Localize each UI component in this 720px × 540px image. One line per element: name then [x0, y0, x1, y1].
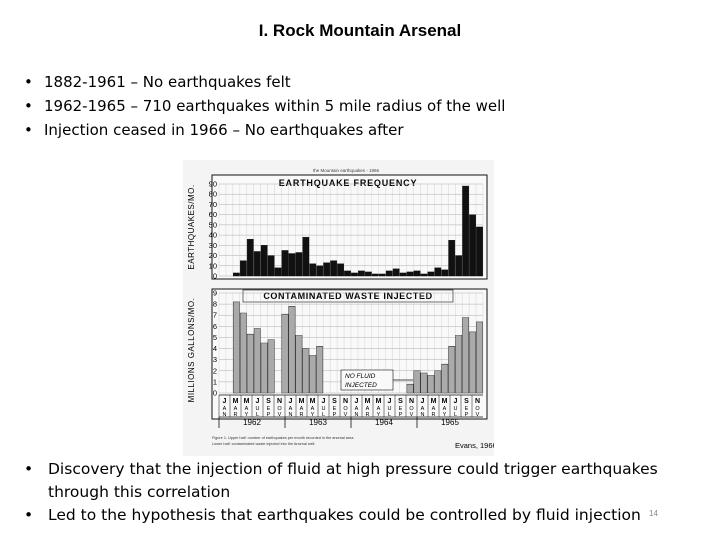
bar	[233, 302, 239, 393]
month-letter: A	[431, 406, 436, 412]
bar	[372, 274, 378, 276]
month-initial: S	[464, 398, 469, 405]
month-letter: Y	[310, 412, 315, 418]
y-tick-label: 40	[208, 230, 217, 240]
bar	[240, 261, 246, 276]
bar	[310, 355, 316, 393]
month-letter: A	[233, 406, 238, 412]
figure-caption-line2: Lower half: contaminated waste injected into the Arsenal well.	[212, 442, 316, 446]
bar	[303, 237, 309, 276]
bullet-item: • Injection ceased in 1966 – No earthquakes after	[24, 118, 505, 142]
y-tick-label: 1	[212, 377, 217, 387]
no-fluid-annotation-line1: NO FLUID	[345, 373, 376, 380]
bar	[456, 335, 462, 393]
month-letter: U	[453, 406, 458, 412]
month-initial: N	[408, 398, 415, 405]
slide-number: 14	[649, 509, 658, 518]
bar	[268, 340, 274, 393]
month-initial: S	[332, 398, 337, 405]
bar	[240, 313, 246, 393]
month-initial: M	[375, 398, 382, 405]
bar	[268, 256, 274, 276]
bar	[317, 266, 323, 276]
figure-svg	[183, 160, 494, 456]
month-letter: L	[387, 412, 392, 418]
bullet-item: • 1962-1965 – 710 earthquakes within 5 mile radius of the well	[24, 94, 505, 118]
y-tick-label: 5	[212, 332, 217, 342]
y-tick-label: 0	[212, 388, 217, 398]
month-letter: N	[420, 412, 425, 418]
bar	[421, 274, 427, 276]
month-letter: A	[310, 406, 315, 412]
bar	[365, 272, 371, 276]
month-axis	[219, 395, 483, 418]
month-letter: U	[387, 406, 392, 412]
bar	[289, 254, 295, 276]
month-letter: E	[266, 406, 271, 412]
month-letter: R	[233, 412, 238, 418]
bar	[261, 343, 267, 393]
bar	[247, 334, 253, 393]
bar	[254, 329, 260, 393]
month-letter: R	[431, 412, 436, 418]
scanned-figure	[183, 160, 494, 456]
month-initial: N	[342, 398, 349, 405]
y-tick-label: 8	[212, 299, 217, 309]
bar	[254, 251, 260, 276]
month-letter: P	[464, 412, 469, 418]
y-tick-label: 4	[212, 344, 217, 354]
month-letter: E	[398, 406, 403, 412]
bar	[324, 263, 330, 276]
month-letter: Y	[442, 412, 447, 418]
quake-y-label: EARTHQUAKES/MO.	[187, 184, 196, 270]
month-initial: M	[309, 398, 316, 405]
month-letter: Y	[244, 412, 249, 418]
figure-credit: Evans, 1966	[455, 441, 494, 450]
bar	[351, 273, 357, 276]
y-tick-label: 20	[208, 251, 217, 261]
y-tick-label: 50	[208, 220, 217, 230]
month-initial: J	[255, 398, 260, 405]
y-tick-label: 6	[212, 321, 217, 331]
month-letter: O	[475, 406, 480, 412]
month-letter: V	[475, 412, 480, 418]
bar	[337, 264, 343, 276]
bar	[442, 364, 448, 393]
month-initial: M	[430, 398, 437, 405]
month-letter: E	[332, 406, 337, 412]
month-letter: N	[222, 412, 227, 418]
month-initial: M	[441, 398, 448, 405]
bar	[428, 375, 434, 393]
month-letter: O	[409, 406, 414, 412]
bar	[296, 252, 302, 276]
month-letter: P	[266, 412, 271, 418]
month-letter: L	[453, 412, 458, 418]
month-initial: M	[232, 398, 239, 405]
month-initial: S	[266, 398, 271, 405]
bar	[296, 335, 302, 393]
month-letter: A	[288, 406, 293, 412]
bar	[303, 349, 309, 393]
month-initial: N	[474, 398, 481, 405]
bar	[421, 373, 427, 393]
y-tick-label: 2	[212, 366, 217, 376]
bar	[407, 384, 413, 393]
bar	[282, 250, 288, 276]
month-letter: A	[299, 406, 304, 412]
quake-y-ticks	[209, 180, 217, 281]
bar	[330, 261, 336, 276]
month-initial: J	[453, 398, 458, 405]
bar	[442, 270, 448, 276]
bullet-item: • Discovery that the injection of fluid at high pressure could trigger earthquakes through this correlation	[24, 458, 714, 504]
y-tick-label: 0	[212, 271, 217, 281]
year-label: 1964	[375, 418, 393, 427]
bar	[407, 272, 413, 276]
month-initial: J	[354, 398, 359, 405]
month-letter: A	[376, 406, 381, 412]
month-initial: J	[321, 398, 326, 405]
month-initial: M	[298, 398, 305, 405]
month-letter: V	[343, 412, 348, 418]
bar	[435, 268, 441, 276]
bullet-item: • Led to the hypothesis that earthquakes could be controlled by fluid injection	[24, 504, 714, 527]
month-letter: U	[255, 406, 260, 412]
bar	[275, 268, 281, 276]
month-initial: J	[222, 398, 227, 405]
no-fluid-annotation-line2: INJECTED	[345, 382, 377, 389]
bar	[414, 371, 420, 393]
month-letter: A	[354, 406, 359, 412]
quake-chart-title: EARTHQUAKE FREQUENCY	[278, 178, 418, 188]
bar	[435, 371, 441, 393]
bar	[310, 264, 316, 276]
month-letter: O	[343, 406, 348, 412]
month-initial: S	[398, 398, 403, 405]
bar	[317, 346, 323, 393]
year-label: 1965	[441, 418, 459, 427]
month-initial: J	[288, 398, 293, 405]
month-letter: R	[299, 412, 304, 418]
bullet-item: • 1882-1961 – No earthquakes felt	[24, 70, 505, 94]
bar	[247, 239, 253, 276]
bar	[344, 271, 350, 276]
waste-y-label: MILLIONS GALLONS/MO.	[187, 297, 196, 403]
month-letter: N	[288, 412, 293, 418]
y-tick-label: 60	[208, 210, 217, 220]
bar	[469, 332, 475, 393]
bar	[289, 306, 295, 393]
month-initial: M	[243, 398, 250, 405]
month-letter: A	[420, 406, 425, 412]
year-label: 1962	[243, 418, 261, 427]
month-letter: E	[464, 406, 469, 412]
y-tick-label: 80	[208, 189, 217, 199]
month-initial: M	[364, 398, 371, 405]
month-letter: A	[222, 406, 227, 412]
month-letter: U	[321, 406, 326, 412]
month-letter: A	[365, 406, 370, 412]
year-label: 1963	[309, 418, 327, 427]
month-initial: J	[420, 398, 425, 405]
month-letter: Y	[376, 412, 381, 418]
y-tick-label: 10	[208, 261, 217, 271]
month-letter: O	[277, 406, 282, 412]
y-tick-label: 7	[212, 310, 217, 320]
bar	[386, 271, 392, 276]
y-tick-label: 9	[212, 288, 217, 298]
month-letter: A	[442, 406, 447, 412]
month-letter: V	[409, 412, 414, 418]
month-initial: J	[387, 398, 392, 405]
bar	[379, 274, 385, 276]
bar	[456, 256, 462, 276]
top-bullet-list	[24, 70, 505, 142]
y-tick-label: 70	[208, 199, 217, 209]
bar	[476, 322, 482, 393]
bar	[449, 240, 455, 276]
month-letter: A	[244, 406, 249, 412]
slide-title: I. Rock Mountain Arsenal	[258, 21, 462, 40]
bar	[282, 314, 288, 393]
figure-caption-line1: Figure 1. Upper half: number of earthquakes per month recorded in the arsenal area.	[212, 436, 355, 440]
bar	[358, 271, 364, 276]
figure-header-note: the Mountain earthquakes - 1966	[313, 168, 380, 173]
month-letter: L	[321, 412, 326, 418]
bottom-bullet-list	[24, 458, 714, 527]
month-letter: P	[332, 412, 337, 418]
month-letter: P	[398, 412, 403, 418]
month-initial: N	[276, 398, 283, 405]
month-letter: L	[255, 412, 260, 418]
month-letter: V	[277, 412, 282, 418]
month-letter: N	[354, 412, 359, 418]
y-tick-label: 3	[212, 355, 217, 365]
bar	[469, 215, 475, 276]
waste-chart-title: CONTAMINATED WASTE INJECTED	[263, 291, 433, 301]
y-tick-label: 90	[208, 179, 217, 189]
bar	[261, 245, 267, 276]
bar	[414, 271, 420, 276]
bar	[449, 346, 455, 393]
bar	[476, 227, 482, 276]
bar	[462, 186, 468, 276]
bar	[428, 272, 434, 276]
bar	[400, 273, 406, 276]
month-letter: R	[365, 412, 370, 418]
bar	[233, 273, 239, 276]
bar	[393, 269, 399, 276]
y-tick-label: 30	[208, 240, 217, 250]
bar	[462, 317, 468, 393]
